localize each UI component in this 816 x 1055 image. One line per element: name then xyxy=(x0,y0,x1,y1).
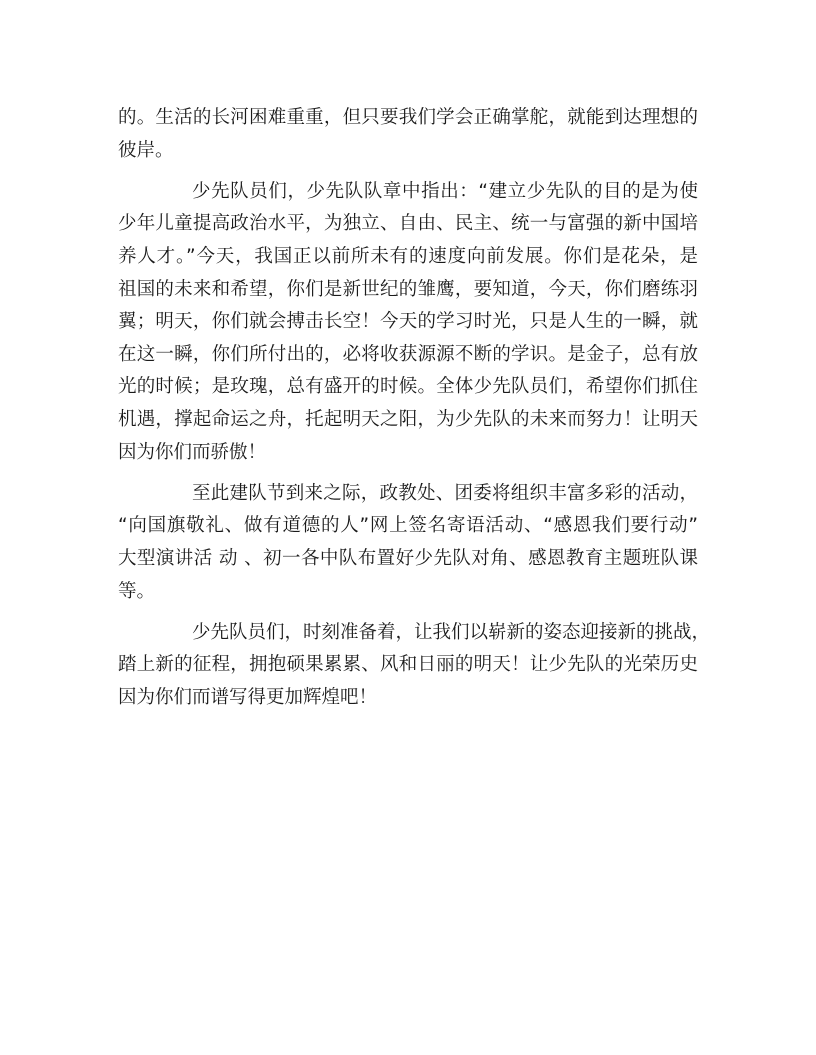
text-line: 养人才。”今天，我国正以前所未有的速度向前发展。你们是花朵，是 xyxy=(118,245,698,267)
text-line: 光的时候；是玫瑰，总有盛开的时候。全体少先队员们，希望你们抓住 xyxy=(118,376,698,398)
text-line: 彼岸。 xyxy=(118,139,174,161)
text-line: 至此建队节到来之际，政教处、团委将组织丰富多彩的活动， xyxy=(192,482,698,504)
text-line: 在这一瞬，你们所付出的，必将收获源源不断的学识。是金子，总有放 xyxy=(118,343,698,365)
text-line: 的。生活的长河困难重重，但只要我们学会正确掌舵，就能到达理想的 xyxy=(118,107,698,128)
paragraph-4 xyxy=(118,617,711,715)
text-line: 翼；明天，你们就会搏击长空！今天的学习时光，只是人生的一瞬，就 xyxy=(118,311,698,333)
text-line: 等。 xyxy=(118,580,156,602)
text-line: 少年儿童提高政治水平，为独立、自由、民主、统一与富强的新中国培 xyxy=(118,213,698,235)
body-text xyxy=(118,102,711,723)
text-line: 少先队员们，时刻准备着，让我们以崭新的姿态迎接新的挑战， xyxy=(192,621,711,643)
paragraph-1 xyxy=(118,102,698,167)
text-line: “向国旗敬礼、做有道德的人”网上签名寄语活动、“感恩我们要行动” xyxy=(118,515,698,537)
text-line: 机遇，撑起命运之舟，托起明天之阳，为少先队的未来而努力！让明天 xyxy=(118,408,698,430)
text-line: 大型演讲活 动 、初一各中队布置好少先队对角、感恩教育主题班队课 xyxy=(118,547,698,569)
text-line: 少先队员们，少先队队章中指出：“建立少先队的目的是为使 xyxy=(192,180,698,202)
paragraph-2 xyxy=(118,176,698,469)
paragraph-3 xyxy=(118,478,698,608)
text-line: 因为你们而骄傲！ xyxy=(118,441,267,463)
text-line: 踏上新的征程，拥抱硕果累累、风和日丽的明天！让少先队的光荣历史 xyxy=(118,654,698,676)
text-line: 祖国的未来和希望，你们是新世纪的雏鹰，要知道，今天，你们磨练羽 xyxy=(118,278,698,300)
text-line: 因为你们而谱写得更加辉煌吧！ xyxy=(118,686,378,708)
